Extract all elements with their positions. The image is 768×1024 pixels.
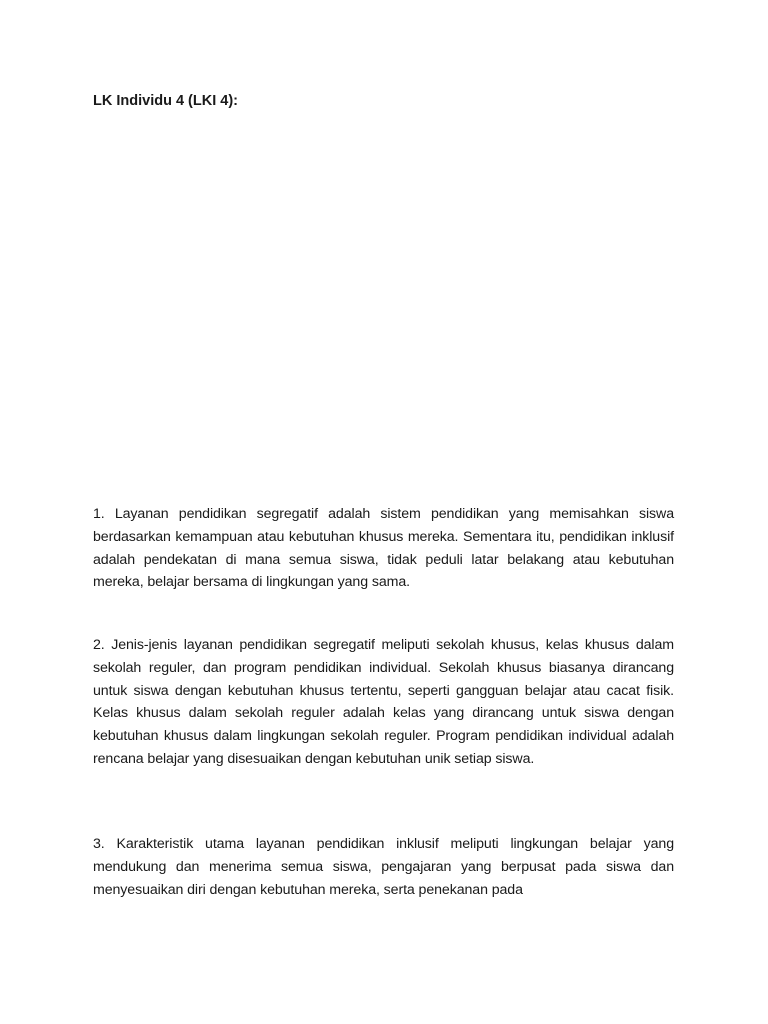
document-title: LK Individu 4 (LKI 4):: [93, 93, 238, 109]
paragraph-1: 1. Layanan pendidikan segregatif adalah sistem pendidikan yang memisahkan siswa berdasarkan kemampuan atau kebutuhan khusus mereka. Sementara itu, pendidikan inklusif adalah pendekatan di mana semua siswa, tidak peduli latar belakang atau kebutuhan mereka, belajar bersama di lingkungan yang sama.: [93, 506, 674, 591]
paragraph-2: 2. Jenis-jenis layanan pendidikan segregatif meliputi sekolah khusus, kelas khusus dalam sekolah reguler, dan program pendidikan individual. Sekolah khusus biasanya dirancang untuk siswa dengan kebutuhan khusus tertentu, seperti gangguan belajar atau cacat fisik. Kelas khusus dalam sekolah reguler adalah kelas yang dirancang untuk siswa dengan kebutuhan khusus dalam lingkungan sekolah reguler. Program pendidikan individual adalah rencana belajar yang disesuaikan dengan kebutuhan unik setiap siswa.: [93, 637, 674, 767]
paragraph-3: 3. Karakteristik utama layanan pendidikan inklusif meliputi lingkungan belajar yang mendukung dan menerima semua siswa, pengajaran yang berpusat pada siswa dan menyesuaikan diri dengan kebutuhan mereka, serta penekanan pada: [93, 836, 674, 898]
